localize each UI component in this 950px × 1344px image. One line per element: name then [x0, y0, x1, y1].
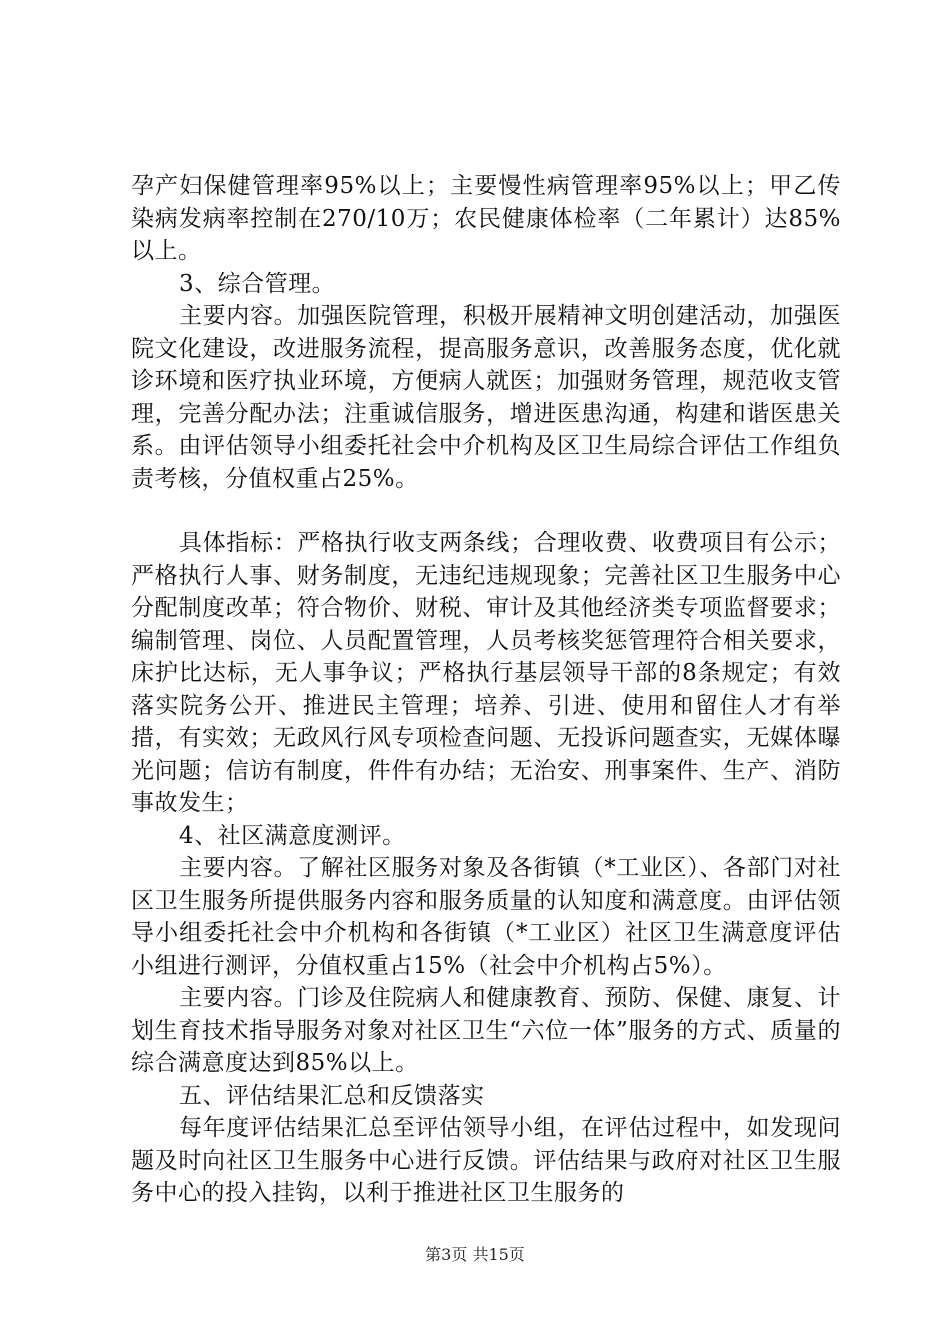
heading-comprehensive-management: 3、综合管理。: [179, 270, 336, 297]
paragraph-management-content: 主要内容。加强医院管理，积极开展精神文明创建活动，加强医院文化建设，改进服务流程，提高服务意识，改善服务态度，优化就诊环境和医疗执业环境，方便病人就医；加强财务管理，规范收支管理，完善分配办法；注重诚信服务，增进医患沟通，构建和谐医患关系。由评估领导小组委托社会中介机构及区卫生局综合评估工作组负责考核，分值权重占25%。: [131, 303, 841, 492]
paragraph-results-feedback: 每年度评估结果汇总至评估领导小组，在评估过程中，如发现问题及时向社区卫生服务中心进行反馈。评估结果与政府对社区卫生服务中心的投入挂钩，以利于推进社区卫生服务的: [131, 1115, 841, 1206]
document-body: [131, 170, 841, 1210]
paragraph-specific-indicators: 具体指标：严格执行收支两条线；合理收费、收费项目有公示；严格执行人事、财务制度，无违纪违规现象；完善社区卫生服务中心分配制度改革；符合物价、财税、审计及其他经济类专项监督要求；编制管理、岗位、人员配置管理，人员考核奖惩管理符合相关要求，床护比达标，无人事争议；严格执行基层领导干部的8条规定；有效落实院务公开、推进民主管理；培养、引进、使用和留住人才有举措，有实效；无政风行风专项检查问题、无投诉问题查实，无媒体曝光问题；信访有制度，件件有办结；无治安、刑事案件、生产、消防事故发生；: [131, 530, 841, 816]
paragraph-satisfaction-content: 主要内容。了解社区服务对象及各街镇（*工业区）、各部门对社区卫生服务所提供服务内容和服务质量的认知度和满意度。由评估领导小组委托社会中介机构和各街镇（*工业区）社区卫生满意度评估小组进行测评，分值权重占15%（社会中介机构占5%）。: [131, 855, 841, 979]
paragraph-satisfaction-targets: 主要内容。门诊及住院病人和健康教育、预防、保健、康复、计划生育技术指导服务对象对社区卫生“六位一体”服务的方式、质量的综合满意度达到85%以上。: [131, 985, 841, 1076]
heading-results-feedback: 五、评估结果汇总和反馈落实: [179, 1082, 485, 1109]
paragraph-health-targets: 孕产妇保健管理率95%以上；主要慢性病管理率95%以上；甲乙传染病发病率控制在270/10万；农民健康体检率（二年累计）达85%以上。: [131, 173, 841, 264]
page-number-footer: 第3页 共15页: [425, 1245, 525, 1264]
paragraph-spacer: [131, 495, 841, 527]
heading-satisfaction-survey: 4、社区满意度测评。: [179, 822, 406, 849]
